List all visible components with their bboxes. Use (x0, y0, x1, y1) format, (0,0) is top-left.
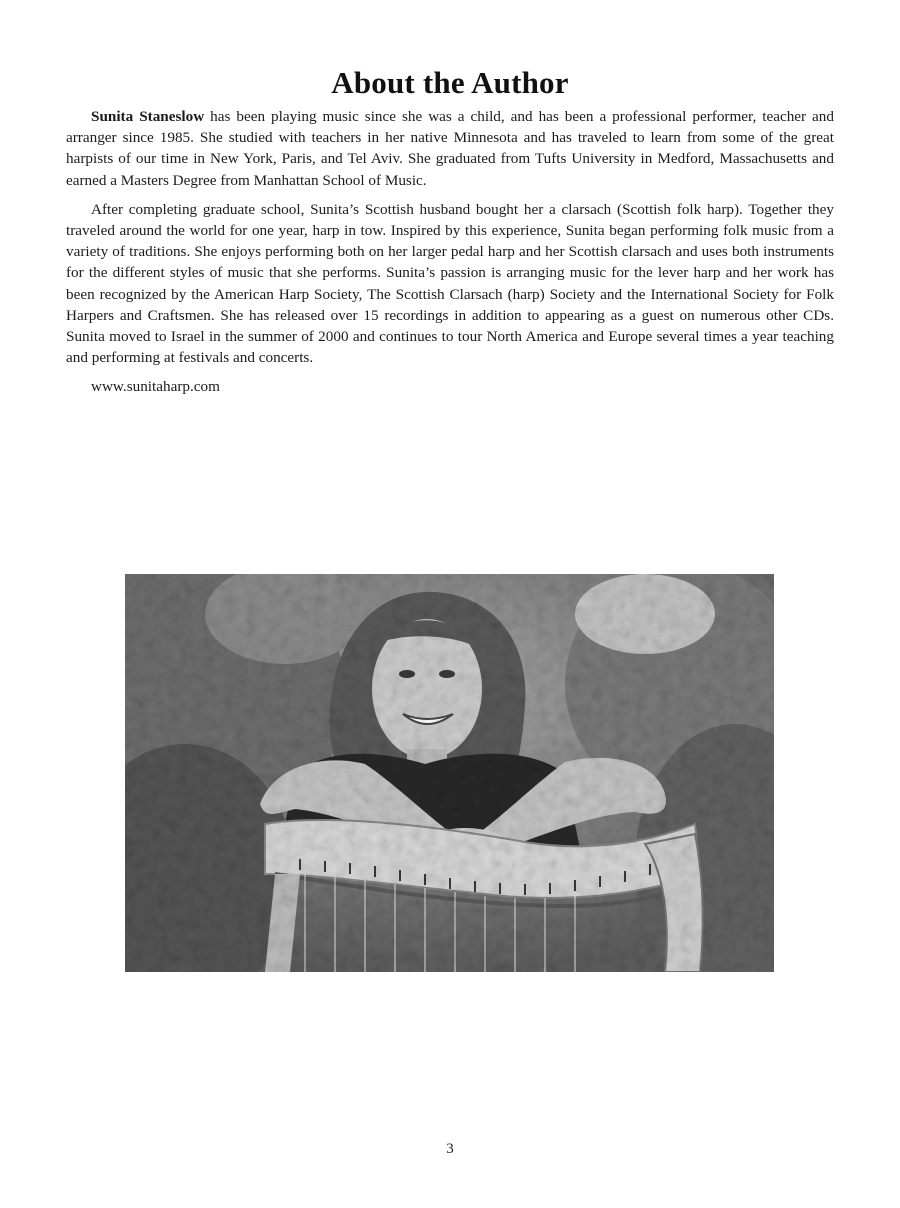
bio-paragraph-1-text: has been playing music since she was a child, and has been a professional performer, teacher and arranger since 1985. She studied with teachers in her native Minnesota and has traveled to learn from some of the great harpists of our time in New York, Paris, and Tel Aviv. She graduated from Tufts University in Medford, Massachusetts and earned a Masters Degree from Manhattan School of Music. (66, 108, 834, 189)
author-bio (66, 106, 834, 406)
author-photo (125, 574, 774, 972)
author-name: Sunita Staneslow (91, 108, 205, 125)
author-with-harp-photo (125, 574, 774, 972)
page-title: About the Author (331, 64, 569, 100)
website-url: www.sunitaharp.com (91, 378, 220, 396)
sky-patch (575, 574, 715, 654)
page-number: 3 (446, 1141, 454, 1157)
bio-paragraph-1 (66, 106, 834, 191)
bio-paragraph-2: After completing graduate school, Sunita’s Scottish husband bought her a clarsach (Scottish folk harp). Together they traveled around the world for one year, harp in tow. Inspired by this experience, Sunita began performing folk music from a variety of traditions. She enjoys performing both on her larger pedal harp and her Scottish clarsach and uses both instruments for the different styles of music that she performs. Sunita’s passion is arranging music for the lever harp and her work has been recognized by the American Harp Society, The Scottish Clarsach (harp) Society and the International Society for Folk Harpers and Craftsmen. She has released over 15 recordings in addition to appearing as a guest on numerous other CDs. Sunita moved to Israel in the summer of 2000 and continues to tour North America and Europe several times a year teaching and performing at festivals and concerts. (66, 200, 834, 367)
